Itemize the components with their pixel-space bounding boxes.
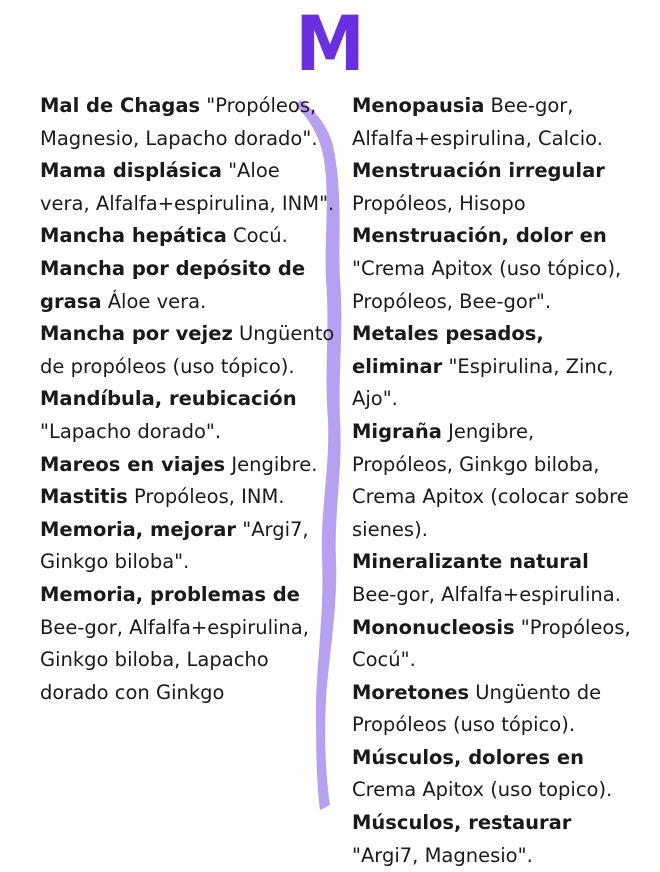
entry-term: Mandíbula, reubicación: [40, 387, 297, 411]
entry-description: "Propóleos, Cocú".: [352, 615, 631, 672]
entry-description: Ungüento de Propóleos (uso tópico).: [352, 680, 602, 737]
entry-description: "Propóleos, Magnesio, Lapacho dorado".: [40, 94, 318, 150]
section-letter: M: [295, 0, 365, 88]
entry-term: Mama displásica: [40, 159, 222, 183]
glossary-entry: [40, 90, 335, 155]
entry-description: Propóleos, Hisopo: [352, 191, 526, 215]
glossary-entry: [40, 449, 335, 482]
entry-description: Ungüento de propóleos (uso tópico).: [40, 322, 335, 378]
entry-description: "Espirulina, Zinc, Ajo".: [352, 354, 614, 411]
glossary-entry: [352, 677, 637, 742]
entry-description: Crema Apitox (uso topico).: [352, 778, 613, 802]
entry-term: Mal de Chagas: [40, 94, 201, 117]
entry-term: Menstruación, dolor en: [352, 224, 607, 248]
entry-term: Mineralizante natural: [352, 550, 589, 574]
glossary-entry: [40, 155, 335, 220]
glossary-entry: [352, 318, 637, 416]
entry-description: "Crema Apitox (uso tópico), Propóleos, Bee-gor".: [352, 256, 622, 313]
glossary-entry: [40, 514, 335, 579]
glossary-entry: [40, 318, 335, 383]
entry-term: Mononucleosis: [352, 615, 515, 639]
glossary-entry: [352, 90, 637, 155]
glossary-entry: [40, 579, 335, 709]
entry-description: Cocú.: [226, 224, 288, 248]
entry-description: "Argi7, Magnesio".: [352, 843, 533, 867]
entry-description: Jengibre, Propóleos, Ginkgo biloba, Crema Apitox (colocar sobre sienes).: [352, 419, 629, 541]
entry-description: Bee-gor, Alfalfa+espirulina.: [352, 582, 621, 606]
glossary-entry: [352, 155, 637, 220]
entry-term: Mareos en viajes: [40, 452, 226, 476]
entry-term: Mancha hepática: [40, 224, 227, 248]
left-column: [40, 90, 335, 709]
entry-term: Metales pesados, eliminar: [352, 322, 544, 378]
entry-term: Moretones: [352, 680, 470, 704]
entry-term: Memoria, problemas de: [40, 582, 300, 606]
entry-term: Memoria, mejorar: [40, 517, 237, 541]
glossary-entry: [40, 253, 335, 318]
entry-description: Áloe vera.: [101, 289, 207, 313]
right-column: [352, 90, 637, 872]
entry-term: Mancha por vejez: [40, 322, 233, 346]
entry-description: Jengibre.: [225, 452, 318, 476]
entry-description: "Lapacho dorado".: [40, 419, 222, 443]
glossary-entry: [352, 546, 637, 611]
entry-term: Músculos, restaurar: [352, 811, 572, 835]
entry-description: "Aloe vera, Alfalfa+espirulina, INM".: [40, 159, 335, 215]
entry-term: Migraña: [352, 419, 442, 443]
glossary-entry: [352, 742, 637, 807]
glossary-entry: [352, 220, 637, 318]
glossary-entry: [40, 383, 335, 448]
glossary-entry: [40, 481, 335, 514]
glossary-entry: [40, 220, 335, 253]
entry-term: Menstruación irregular: [352, 159, 605, 183]
entry-description: "Argi7, Ginkgo biloba".: [40, 517, 309, 574]
glossary-entry: [352, 807, 637, 872]
entry-term: Mastitis: [40, 485, 128, 509]
entry-term: Menopausia: [352, 94, 485, 117]
glossary-entry: [352, 612, 637, 677]
entry-description: Bee-gor, Alfalfa+espirulina, Ginkgo biloba, Lapacho dorado con Ginkgo: [40, 615, 309, 704]
entry-description: Propóleos, INM.: [127, 485, 285, 509]
entry-term: Músculos, dolores en: [352, 745, 585, 769]
entry-description: Bee-gor, Alfalfa+espirulina, Calcio.: [352, 94, 603, 150]
entry-term: Mancha por depósito de grasa: [40, 256, 306, 313]
glossary-entry: [352, 416, 637, 546]
